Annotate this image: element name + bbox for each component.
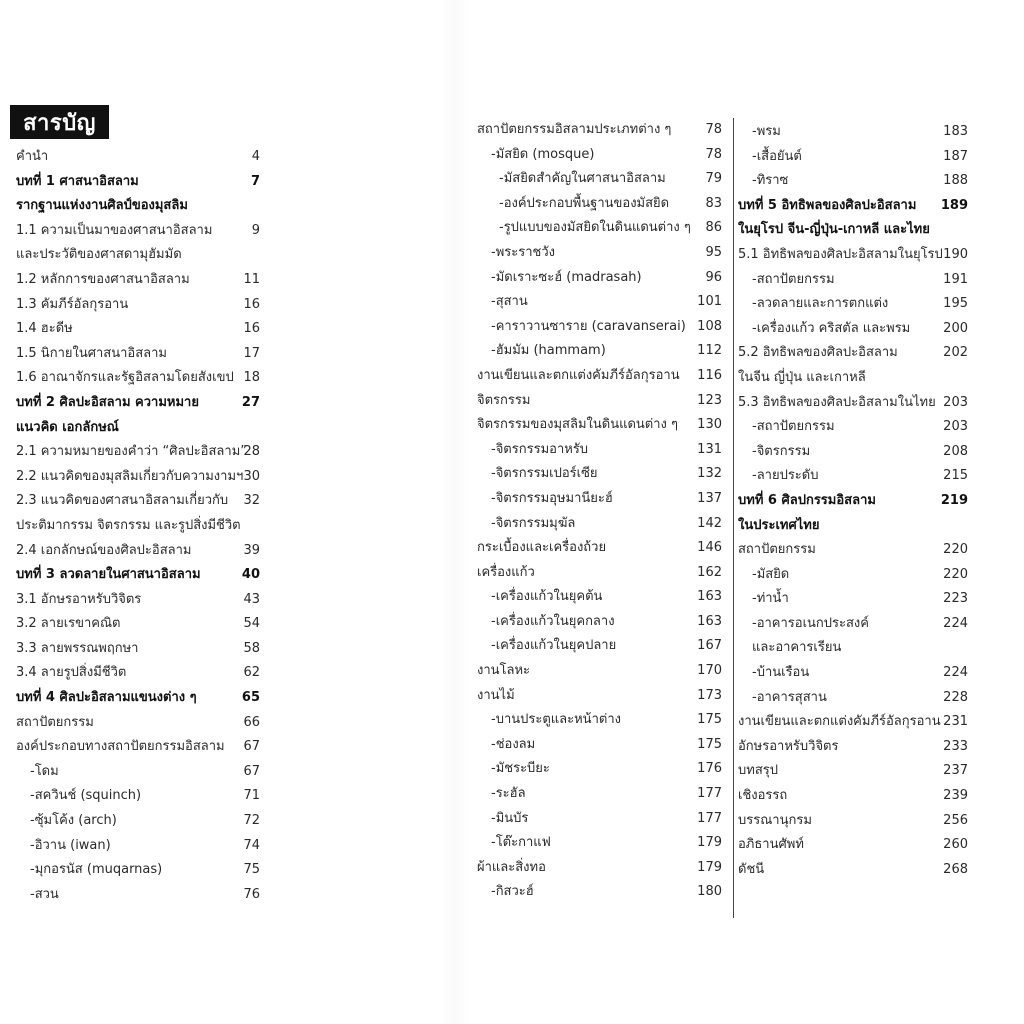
- toc-entry-text: จิตรกรรมของมุสลิมในดินแดนต่าง ๆ: [477, 417, 679, 433]
- toc-entry: [477, 782, 722, 807]
- toc-entry-page: 231: [943, 714, 968, 730]
- toc-entry-text: ผ้าและสิ่งทอ: [477, 859, 546, 875]
- toc-entry-text: -จิตรกรรมอุษมานียะฮ์: [491, 490, 613, 506]
- toc-entry-text: บทที่ 4 ศิลปะอิสลามแขนงต่าง ๆ: [16, 690, 197, 706]
- toc-entry-page: 74: [243, 837, 260, 853]
- toc-entry-text: -มัดเราะซะฮ์ (madrasah): [491, 269, 642, 285]
- toc-entry: [477, 364, 722, 389]
- toc-entry: [738, 612, 968, 637]
- toc-entry-page: 183: [943, 124, 968, 139]
- toc-entry-text: บทที่ 1 ศาสนาอิสลาม: [16, 173, 139, 189]
- toc-entry: [477, 684, 722, 709]
- toc-entry-page: 203: [943, 419, 968, 435]
- toc-entry-text: กระเบื้องและเครื่องถ้วย: [477, 540, 607, 556]
- toc-entry: [16, 440, 260, 465]
- toc-entry-text: -เครื่องแก้ว คริสตัล และพรม: [752, 320, 911, 336]
- toc-entry-page: 177: [697, 786, 722, 802]
- toc-entry-page: 43: [243, 591, 260, 607]
- toc-entry: [477, 512, 722, 537]
- toc-entry-page: 112: [697, 343, 722, 359]
- toc-entry: [16, 416, 260, 441]
- toc-entry: [16, 391, 260, 416]
- toc-entry-page: 203: [943, 394, 968, 410]
- toc-entry-page: 30: [243, 468, 260, 484]
- toc-entry: [477, 118, 722, 143]
- toc-entry: [477, 634, 722, 659]
- toc-entry: [477, 807, 722, 832]
- toc-entry-text: องค์ประกอบทางสถาปัตยกรรมอิสลาม: [16, 739, 225, 755]
- toc-entry-page: 39: [243, 542, 260, 558]
- toc-entry-text: 1.2 หลักการของศาสนาอิสลาม: [16, 271, 190, 287]
- toc-entry: [16, 858, 260, 883]
- toc-entry: [16, 686, 260, 711]
- toc-entry-text: 5.1 อิทธิพลของศิลปะอิสลามในยุโรป: [738, 246, 943, 262]
- toc-entry-text: -จิตรกรรม: [752, 443, 811, 459]
- toc-entry-text: บทที่ 3 ลวดลายในศาสนาอิสลาม: [16, 567, 201, 583]
- toc-entry: [477, 610, 722, 635]
- toc-entry-text: บทที่ 2 ศิลปะอิสลาม ความหมาย: [16, 394, 199, 410]
- toc-entry-page: 163: [697, 589, 722, 605]
- toc-entry-page: 180: [697, 884, 722, 900]
- toc-entry-text: อักษรอาหรับวิจิตร: [738, 738, 839, 754]
- toc-entry-page: 176: [697, 761, 722, 777]
- toc-column-1: [16, 145, 260, 907]
- toc-entry-page: 130: [697, 417, 722, 433]
- toc-entry: [477, 880, 722, 905]
- toc-entry-text: -บานประตูและหน้าต่าง: [491, 712, 621, 728]
- toc-entry-text: บรรณานุกรม: [738, 812, 812, 828]
- toc-entry-page: 224: [943, 615, 968, 631]
- toc-entry-text: อภิธานศัพท์: [738, 837, 804, 853]
- toc-entry-text: 3.2 ลายเรขาคณิต: [16, 616, 121, 632]
- toc-entry: [738, 563, 968, 588]
- toc-entry-text: -สถาปัตยกรรม: [752, 271, 835, 287]
- toc-entry-page: 79: [705, 171, 722, 187]
- toc-entry-page: 233: [943, 738, 968, 754]
- toc-entry-page: 67: [243, 763, 260, 779]
- toc-entry: [16, 366, 260, 391]
- toc-entry-page: 16: [243, 296, 260, 312]
- toc-entry-page: 202: [943, 345, 968, 361]
- toc-entry: [16, 883, 260, 908]
- toc-entry-page: 195: [943, 296, 968, 312]
- toc-entry: [738, 809, 968, 834]
- toc-entry-text: 3.1 อักษรอาหรับวิจิตร: [16, 591, 142, 607]
- toc-entry-page: 4: [251, 149, 260, 164]
- toc-entry-text: -โต๊ะกาแฟ: [491, 835, 551, 851]
- toc-entry: [16, 219, 260, 244]
- toc-entry: [738, 194, 968, 219]
- toc-entry-page: 65: [241, 690, 260, 706]
- toc-entry: [477, 389, 722, 414]
- toc-entry-page: 220: [943, 542, 968, 558]
- toc-entry-page: 190: [943, 246, 968, 262]
- toc-entry-page: 219: [940, 492, 968, 508]
- toc-entry-page: 54: [243, 616, 260, 632]
- toc-entry-page: 108: [697, 318, 722, 334]
- toc-entry: [16, 612, 260, 637]
- toc-entry-text: งานเขียนและตกแต่งคัมภีร์อัลกุรอาน: [738, 714, 941, 730]
- toc-entry-text: และอาคารเรียน: [752, 640, 842, 656]
- toc-entry: [738, 341, 968, 366]
- toc-column-3: [738, 120, 968, 882]
- toc-entry-text: -มัสยิด (mosque): [491, 146, 595, 162]
- toc-entry-text: 2.1 ความหมายของคำว่า “ศิลปะอิสลาม”: [16, 444, 247, 460]
- toc-entry: [16, 170, 260, 195]
- toc-entry-text: งานโลหะ: [477, 663, 531, 679]
- toc-entry-page: 72: [243, 813, 260, 829]
- toc-entry-page: 260: [943, 837, 968, 853]
- toc-entry-text: -มัชระบียะ: [491, 761, 550, 777]
- toc-entry-page: 101: [697, 294, 722, 310]
- toc-entry: [477, 216, 722, 241]
- toc-entry: [477, 167, 722, 192]
- toc-entry-text: -เครื่องแก้วในยุคต้น: [491, 589, 603, 605]
- toc-entry-text: ในยุโรป จีน-ญี่ปุ่น-เกาหลี และไทย: [738, 222, 930, 238]
- toc-entry: [738, 784, 968, 809]
- toc-entry: [16, 145, 260, 170]
- toc-entry: [738, 514, 968, 539]
- toc-entry-page: 189: [940, 197, 968, 213]
- toc-entry-text: 3.3 ลายพรรณพฤกษา: [16, 640, 139, 656]
- toc-entry: [477, 462, 722, 487]
- toc-entry-text: -โดม: [30, 763, 59, 779]
- toc-entry: [477, 241, 722, 266]
- toc-entry-text: 5.2 อิทธิพลของศิลปะอิสลาม: [738, 345, 898, 361]
- toc-entry-text: 1.1 ความเป็นมาของศาสนาอิสลาม: [16, 222, 213, 238]
- toc-entry-text: -ทิราซ: [752, 173, 789, 189]
- toc-entry-text: สถาปัตยกรรม: [738, 542, 816, 558]
- toc-entry-text: งานเขียนและตกแต่งคัมภีร์อัลกุรอาน: [477, 367, 680, 383]
- toc-entry-page: 28: [243, 444, 260, 460]
- toc-entry: [738, 169, 968, 194]
- toc-entry-page: 78: [705, 122, 722, 137]
- toc-entry-text: -บ้านเรือน: [752, 665, 810, 681]
- toc-entry-text: -พระราชวัง: [491, 244, 555, 260]
- toc-entry: [738, 858, 968, 883]
- toc-entry-text: -ท่าน้ำ: [752, 591, 789, 607]
- toc-entry-page: 132: [697, 466, 722, 482]
- toc-entry-page: 146: [697, 540, 722, 556]
- toc-entry: [477, 536, 722, 561]
- toc-entry-page: 58: [243, 640, 260, 656]
- toc-entry-page: 116: [697, 367, 722, 383]
- toc-entry-text: 2.3 แนวคิดของศาสนาอิสลามเกี่ยวกับ: [16, 493, 229, 509]
- toc-entry: [738, 538, 968, 563]
- toc-entry: [16, 317, 260, 342]
- toc-entry-text: -พรม: [752, 124, 781, 139]
- toc-entry-text: บทที่ 6 ศิลปกรรมอิสลาม: [738, 492, 876, 508]
- toc-entry: [738, 218, 968, 243]
- toc-entry: [738, 292, 968, 317]
- toc-entry: [16, 342, 260, 367]
- toc-entry: [477, 487, 722, 512]
- toc-entry-page: 75: [243, 862, 260, 878]
- toc-entry: [16, 563, 260, 588]
- toc-entry-page: 237: [943, 763, 968, 779]
- toc-title: สารบัญ: [10, 105, 109, 139]
- toc-entry-text: -ลายประดับ: [752, 468, 819, 484]
- toc-entry-page: 173: [697, 687, 722, 703]
- toc-entry-page: 220: [943, 566, 968, 582]
- toc-entry-text: บทที่ 5 อิทธิพลของศิลปะอิสลาม: [738, 197, 917, 213]
- toc-entry-text: -เครื่องแก้วในยุคปลาย: [491, 638, 617, 654]
- toc-entry: [477, 290, 722, 315]
- toc-entry: [738, 268, 968, 293]
- toc-entry-page: 11: [243, 271, 260, 287]
- toc-entry-page: 62: [243, 665, 260, 681]
- toc-entry: [16, 809, 260, 834]
- toc-entry: [477, 561, 722, 586]
- toc-entry-page: 175: [697, 736, 722, 752]
- toc-entry-text: -มัสยิดสำคัญในศาสนาอิสลาม: [499, 171, 666, 187]
- toc-entry-text: -อิวาน (iwan): [30, 837, 111, 853]
- toc-entry-text: -ลวดลายและการตกแต่ง: [752, 296, 889, 312]
- toc-entry-text: 2.2 แนวคิดของมุสลิมเกี่ยวกับความงามฯ: [16, 468, 244, 484]
- toc-entry: [16, 661, 260, 686]
- toc-entry-text: แนวคิด เอกลักษณ์: [16, 419, 119, 435]
- toc-entry: [738, 661, 968, 686]
- toc-entry-page: 179: [697, 835, 722, 851]
- column-divider: [733, 118, 734, 918]
- toc-entry-page: 163: [697, 613, 722, 629]
- toc-entry-page: 239: [943, 788, 968, 804]
- toc-entry-page: 66: [243, 714, 260, 730]
- toc-entry-page: 83: [705, 195, 722, 211]
- toc-entry: [477, 192, 722, 217]
- toc-entry: [16, 834, 260, 859]
- toc-entry-text: จิตรกรรม: [477, 392, 531, 408]
- toc-entry: [738, 145, 968, 170]
- toc-entry: [738, 464, 968, 489]
- toc-entry: [16, 465, 260, 490]
- toc-entry-page: 215: [943, 468, 968, 484]
- toc-entry-page: 18: [243, 370, 260, 386]
- toc-entry: [738, 833, 968, 858]
- toc-entry-page: 224: [943, 665, 968, 681]
- toc-entry-page: 162: [697, 564, 722, 580]
- toc-entry-text: -อาคารสุสาน: [752, 689, 827, 705]
- toc-entry: [477, 315, 722, 340]
- toc-entry-page: 27: [241, 394, 260, 410]
- toc-entry-page: 167: [697, 638, 722, 654]
- toc-entry-text: 1.3 คัมภีร์อัลกุรอาน: [16, 296, 129, 312]
- toc-entry-text: -เครื่องแก้วในยุคกลาง: [491, 613, 615, 629]
- toc-entry-text: สถาปัตยกรรม: [16, 714, 94, 730]
- toc-entry: [477, 339, 722, 364]
- toc-entry-page: 96: [705, 269, 722, 285]
- toc-entry: [738, 243, 968, 268]
- toc-entry: [477, 143, 722, 168]
- toc-entry-page: 179: [697, 859, 722, 875]
- toc-entry-page: 191: [943, 271, 968, 287]
- toc-entry-text: -องค์ประกอบพื้นฐานของมัสยิด: [499, 195, 670, 211]
- toc-entry-text: บทสรุป: [738, 763, 778, 779]
- toc-entry: [738, 415, 968, 440]
- toc-entry-page: 200: [943, 320, 968, 336]
- toc-entry-page: 76: [243, 886, 260, 902]
- toc-entry: [477, 413, 722, 438]
- toc-entry-text: งานไม้: [477, 687, 515, 703]
- toc-entry-text: 5.3 อิทธิพลของศิลปะอิสลามในไทย: [738, 394, 936, 410]
- toc-entry: [738, 366, 968, 391]
- toc-entry: [738, 120, 968, 145]
- toc-entry: [738, 636, 968, 661]
- toc-entry: [477, 733, 722, 758]
- toc-entry-text: -มัสยิด: [752, 566, 790, 582]
- toc-entry-text: -มินบัร: [491, 810, 529, 826]
- toc-entry-text: -จิตรกรรมอาหรับ: [491, 441, 589, 457]
- toc-entry-text: -สควินช์ (squinch): [30, 788, 142, 804]
- toc-entry-page: 95: [705, 244, 722, 260]
- toc-entry-text: -ซุ้มโค้ง (arch): [30, 813, 117, 829]
- toc-entry-page: 188: [943, 173, 968, 189]
- toc-entry-text: -มุกอรนัส (muqarnas): [30, 862, 163, 878]
- toc-column-2: [477, 118, 722, 905]
- toc-entry-text: -กิสวะฮ์: [491, 884, 534, 900]
- toc-entry: [477, 585, 722, 610]
- toc-entry-text: -รูปแบบของมัสยิดในดินแดนต่าง ๆ: [499, 220, 691, 236]
- toc-entry: [738, 759, 968, 784]
- toc-entry-text: สถาปัตยกรรมอิสลามประเภทต่าง ๆ: [477, 122, 672, 137]
- toc-entry-page: 208: [943, 443, 968, 459]
- toc-entry: [16, 711, 260, 736]
- toc-entry-page: 175: [697, 712, 722, 728]
- toc-entry-text: เครื่องแก้ว: [477, 564, 535, 580]
- toc-entry-text: ในประเทศไทย: [738, 517, 820, 533]
- toc-entry-text: 1.5 นิกายในศาสนาอิสลาม: [16, 345, 167, 361]
- toc-entry-page: 71: [243, 788, 260, 804]
- toc-entry-text: -คาราวานซาราย (caravanserai): [491, 318, 686, 334]
- toc-entry-text: -สุสาน: [491, 294, 528, 310]
- toc-entry: [477, 659, 722, 684]
- toc-entry-text: เชิงอรรถ: [738, 788, 788, 804]
- toc-entry-page: 137: [697, 490, 722, 506]
- toc-entry: [738, 735, 968, 760]
- toc-entry-text: 2.4 เอกลักษณ์ของศิลปะอิสลาม: [16, 542, 192, 558]
- toc-entry-page: 67: [243, 739, 260, 755]
- toc-entry-text: -สวน: [30, 886, 59, 902]
- toc-entry: [477, 438, 722, 463]
- toc-entry: [16, 514, 260, 539]
- toc-entry: [738, 391, 968, 416]
- toc-entry-text: -ฮัมมัม (hammam): [491, 343, 606, 359]
- toc-entry: [738, 489, 968, 514]
- toc-entry: [738, 440, 968, 465]
- page-fold-shade: [440, 0, 470, 1024]
- toc-entry: [477, 708, 722, 733]
- toc-entry: [16, 243, 260, 268]
- toc-entry: [16, 784, 260, 809]
- toc-entry: [738, 686, 968, 711]
- toc-entry-page: 16: [243, 321, 260, 337]
- toc-entry: [16, 194, 260, 219]
- toc-entry: [477, 266, 722, 291]
- toc-entry: [477, 856, 722, 881]
- toc-entry-page: 32: [243, 493, 260, 509]
- toc-entry-text: ประติมากรรม จิตรกรรม และรูปสิ่งมีชีวิต: [16, 517, 241, 533]
- toc-entry: [16, 293, 260, 318]
- toc-entry-text: ในจีน ญี่ปุ่น และเกาหลี: [738, 369, 866, 385]
- toc-entry-page: 228: [943, 689, 968, 705]
- toc-entry-text: -ช่องลม: [491, 736, 536, 752]
- toc-entry: [738, 317, 968, 342]
- toc-entry: [738, 710, 968, 735]
- toc-entry: [16, 268, 260, 293]
- toc-entry-page: 170: [697, 663, 722, 679]
- toc-entry: [738, 587, 968, 612]
- toc-entry-text: 1.4 ฮะดีษ: [16, 321, 73, 337]
- toc-entry: [16, 760, 260, 785]
- toc-entry-text: -สถาปัตยกรรม: [752, 419, 835, 435]
- toc-entry-page: 268: [943, 861, 968, 877]
- toc-entry-page: 142: [697, 515, 722, 531]
- toc-entry-page: 223: [943, 591, 968, 607]
- toc-entry: [16, 539, 260, 564]
- toc-entry-text: 3.4 ลายรูปสิ่งมีชีวิต: [16, 665, 127, 681]
- toc-entry-text: คำนำ: [16, 149, 49, 164]
- toc-entry-page: 123: [697, 392, 722, 408]
- toc-entry: [477, 757, 722, 782]
- toc-entry-text: -ระฮัล: [491, 786, 526, 802]
- toc-entry: [16, 735, 260, 760]
- toc-entry-page: 7: [250, 173, 260, 189]
- toc-entry: [16, 588, 260, 613]
- toc-entry-text: และประวัติของศาสดามุฮัมมัด: [16, 247, 182, 263]
- toc-entry-text: -จิตรกรรมเปอร์เซีย: [491, 466, 598, 482]
- toc-entry-page: 78: [705, 146, 722, 162]
- toc-entry-text: -จิตรกรรมมุฆัล: [491, 515, 576, 531]
- toc-entry-text: -อาคารอเนกประสงค์: [752, 615, 869, 631]
- toc-entry: [16, 489, 260, 514]
- toc-entry: [16, 637, 260, 662]
- toc-entry-page: 256: [943, 812, 968, 828]
- toc-entry-page: 40: [241, 567, 260, 583]
- toc-entry-page: 17: [243, 345, 260, 361]
- toc-entry-text: -เสื้อยันต์: [752, 148, 802, 164]
- toc-entry-page: 9: [251, 222, 260, 238]
- toc-entry-text: รากฐานแห่งงานศิลป์ของมุสลิม: [16, 198, 188, 214]
- toc-entry: [477, 831, 722, 856]
- toc-entry-text: 1.6 อาณาจักรและรัฐอิสลามโดยสังเขป: [16, 370, 234, 386]
- toc-entry-page: 177: [697, 810, 722, 826]
- toc-entry-page: 131: [697, 441, 722, 457]
- toc-entry-page: 86: [705, 220, 722, 236]
- toc-entry-text: ดัชนี: [738, 861, 765, 877]
- toc-entry-page: 187: [943, 148, 968, 164]
